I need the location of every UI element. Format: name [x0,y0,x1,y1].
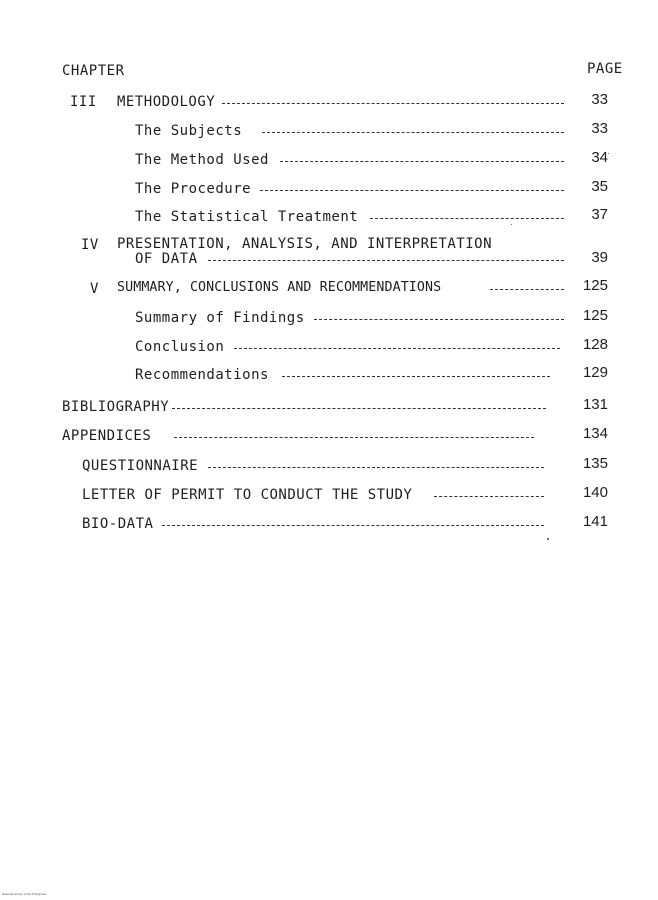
dot-leader [222,103,564,104]
scan-speck [608,153,609,154]
toc-entry-page: 39 [591,249,608,266]
toc-entry-page: 34 [591,149,608,166]
dot-leader [282,376,550,377]
toc-entry-title: QUESTIONNAIRE [82,458,199,474]
toc-entry-title: BIBLIOGRAPHY [62,399,170,415]
toc-entry-title: LETTER OF PERMIT TO CONDUCT THE STUDY [82,487,413,503]
chapter-number: III [70,94,97,110]
toc-entry-title: PRESENTATION, ANALYSIS, AND INTERPRETATION [117,236,493,252]
toc-entry-page: 131 [582,396,608,413]
toc-entry-title: Summary of Findings [135,310,305,326]
dot-leader [208,260,564,261]
toc-entry-title: BIO-DATA [82,516,154,532]
dot-leader [208,467,544,468]
toc-entry-page: 33 [591,120,608,137]
toc-entry-page: 135 [582,455,608,472]
dot-leader [174,437,534,438]
toc-entry-title: Conclusion [135,339,225,355]
dot-leader [162,525,544,526]
dot-leader [262,132,564,133]
dot-leader [172,408,546,409]
chapter-number: V [90,281,99,297]
toc-entry-title: Recommendations [135,367,269,383]
toc-entry-title: The Subjects [135,123,243,139]
toc-entry-title: The Statistical Treatment [135,209,359,225]
toc-entry-title: The Procedure [135,181,252,197]
chapter-heading: CHAPTER [62,63,125,79]
dot-leader [314,319,564,320]
toc-entry-page: 35 [591,178,608,195]
scan-speck [511,224,512,225]
toc-entry-page: 129 [582,364,608,381]
dot-leader [280,161,564,162]
dot-leader [434,496,544,497]
dot-leader [490,289,564,290]
chapter-number: IV [81,237,99,253]
dot-leader [260,190,564,191]
scan-speck [547,538,549,540]
toc-entry-page: 125 [582,277,608,294]
toc-entry-title: METHODOLOGY [117,94,216,110]
toc-entry-page: 134 [582,425,608,442]
toc-entry-title: SUMMARY, CONCLUSIONS AND RECOMMENDATIONS [117,280,442,295]
toc-entry-page: 140 [582,484,608,501]
scan-footer: National Library of the Philippines [2,892,47,896]
dot-leader [370,218,564,219]
toc-entry-page: 33 [591,91,608,108]
toc-entry-page: 128 [582,336,608,353]
toc-entry-title: APPENDICES [62,428,152,444]
page-heading: PAGE [587,61,623,77]
toc-entry-title: The Method Used [135,152,269,168]
toc-entry-page: 37 [591,206,608,223]
toc-entry-title-continued: OF DATA [135,251,198,267]
toc-entry-page: 141 [582,513,608,530]
dot-leader [234,348,560,349]
toc-entry-page: 125 [582,307,608,324]
